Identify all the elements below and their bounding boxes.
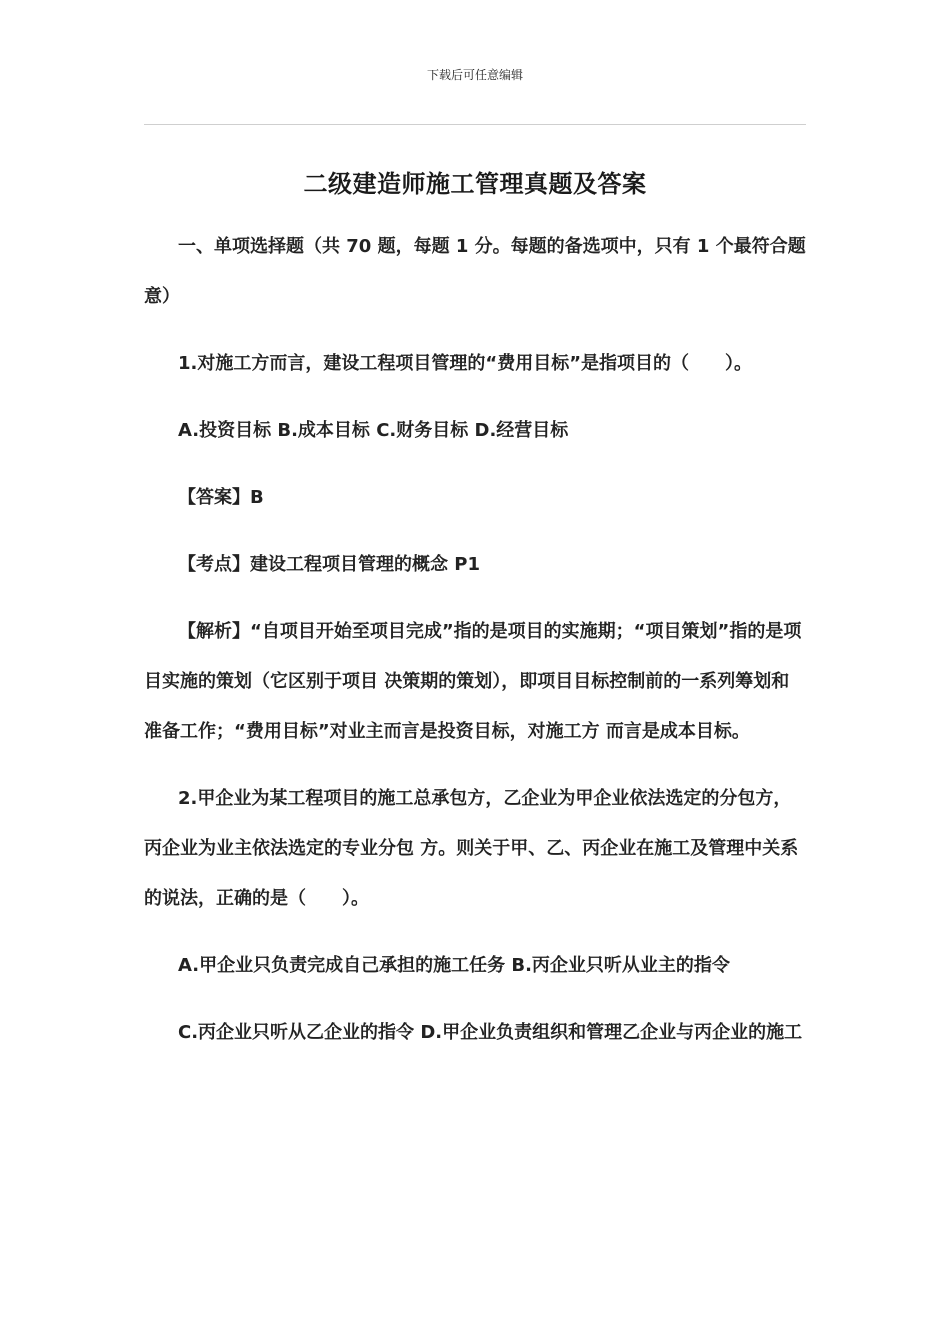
- header-divider: [144, 124, 806, 125]
- question-2-options-line-1: A.甲企业只负责完成自己承担的施工任务 B.丙企业只听从业主的指令: [178, 955, 730, 976]
- running-header: 下载后可任意编辑: [426, 68, 523, 82]
- question-1-analysis: 【解析】“自项目开始至项目完成”指的是项目的实施期；“项目策划”指的是项目实施的策划（它区别于项目 决策期的策划），即项目目标控制前的一系列筹划和准备工作；“费用目标”对业主而言是投资目标，对施工方 而言是成本目标。: [144, 621, 802, 742]
- question-1-options: A.投资目标 B.成本目标 C.财务目标 D.经营目标: [178, 420, 569, 441]
- question-1-stem: 1.对施工方而言，建设工程项目管理的“费用目标”是指项目的（ ）。: [178, 353, 753, 374]
- question-1-point: 【考点】建设工程项目管理的概念 P1: [178, 554, 480, 575]
- question-1-answer: 【答案】B: [178, 487, 264, 508]
- document-body: [144, 222, 806, 1058]
- document-title: 二级建造师施工管理真题及答案: [303, 170, 647, 198]
- question-2-stem: 2.甲企业为某工程项目的施工总承包方，乙企业为甲企业依法选定的分包方，丙企业为业主依法选定的专业分包 方。则关于甲、乙、丙企业在施工及管理中关系的说法，正确的是（ ）。: [144, 788, 799, 909]
- section-heading: 一、单项选择题（共 70 题，每题 1 分。每题的备选项中，只有 1 个最符合题意）: [144, 236, 806, 307]
- question-2-options-line-2: C.丙企业只听从乙企业的指令 D.甲企业负责组织和管理乙企业与丙企业的施工: [178, 1022, 803, 1043]
